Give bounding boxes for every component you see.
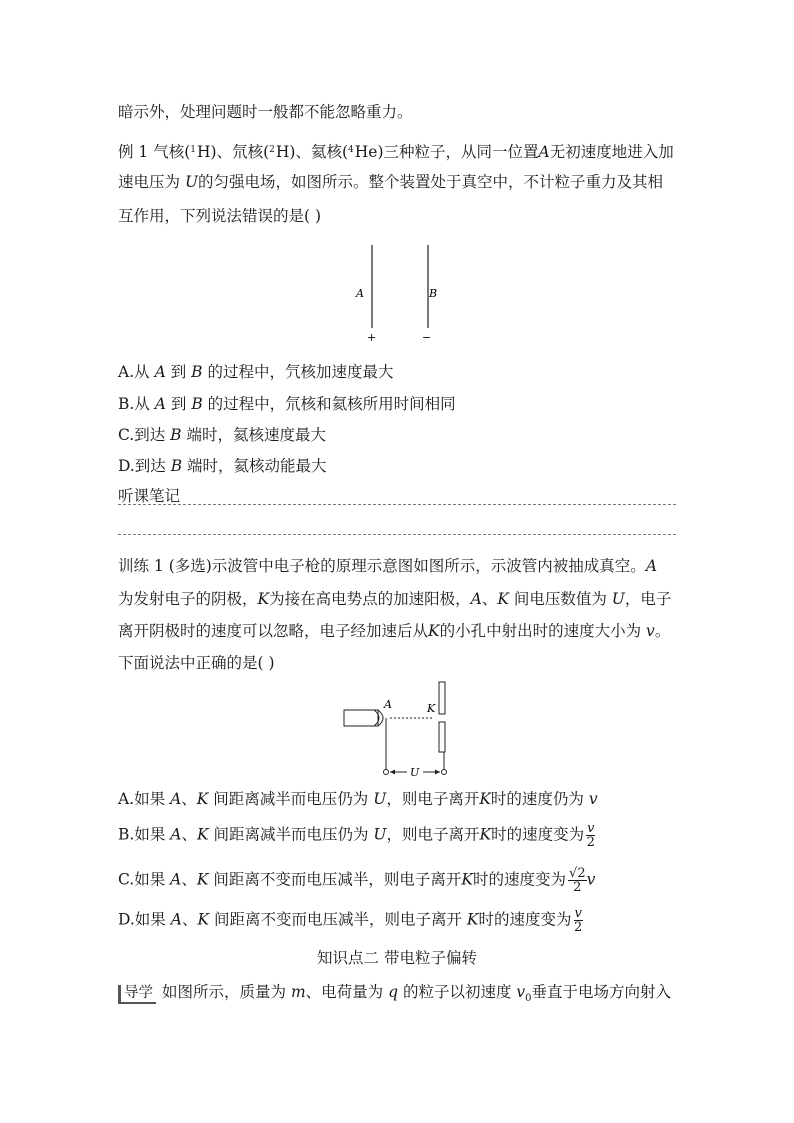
minus-sign: − — [422, 331, 432, 344]
text: 到 — [165, 363, 192, 381]
var: v — [588, 790, 598, 808]
plus-sign: + — [367, 331, 377, 344]
text: 时的速度变为 — [478, 910, 572, 929]
text: 时的速度变为 — [491, 825, 585, 844]
var: A — [538, 143, 550, 161]
training1-line2 — [118, 589, 671, 609]
var: U — [184, 173, 199, 191]
var: U — [373, 825, 387, 844]
fraction — [568, 867, 587, 894]
training1-option-a — [118, 789, 598, 809]
cathode-label: A — [384, 698, 392, 711]
var: A — [154, 395, 166, 413]
text: ，则电子离开 — [386, 790, 480, 808]
text: 气核( — [153, 143, 191, 161]
text: 时的速度变为 — [473, 870, 567, 889]
text: 时的速度仍为 — [490, 790, 589, 808]
var: B — [191, 363, 203, 381]
var: A — [154, 363, 166, 381]
text: B.从 — [118, 395, 155, 413]
text: 训练 1 (多选)示波管中电子枪的原理示意图如图所示，示波管内被抽成真空。 — [118, 557, 646, 575]
text: ，则电子离开 — [386, 825, 480, 844]
text: He)三种粒子，从同一位置 — [354, 143, 539, 161]
training1-line1 — [118, 556, 657, 576]
var: U — [373, 790, 387, 808]
text: 离开阴极时的速度可以忽略，电子经加速后从 — [118, 622, 429, 640]
var: B — [170, 457, 183, 475]
text: 间距离减半而电压仍为 — [208, 825, 374, 844]
text: 、 — [181, 825, 197, 844]
var: m — [290, 983, 306, 1001]
fraction — [586, 822, 595, 849]
guide-badge: 导学 — [118, 985, 156, 1004]
var: K — [196, 825, 209, 844]
text: 端时，氦核动能最大 — [182, 457, 327, 475]
capacitor-plates-figure — [340, 240, 450, 346]
var: K — [461, 870, 474, 889]
text: A.从 — [118, 363, 155, 381]
text: 间距离减半而电压仍为 — [208, 790, 374, 808]
var: K — [197, 910, 210, 929]
text: 为接在高电势点的加速阳极， — [269, 590, 471, 608]
var: v — [516, 983, 526, 1001]
text: 的过程中，氘核和氦核所用时间相同 — [202, 395, 456, 413]
fraction — [574, 907, 583, 934]
var: q — [388, 983, 399, 1001]
notes-line — [118, 504, 676, 505]
var: K — [196, 870, 209, 889]
denominator: 2 — [586, 835, 595, 850]
denominator: 2 — [573, 880, 582, 895]
example1-line2 — [118, 172, 663, 192]
intro-text: 暗示外，处理问题时一般都不能忽略重力。 — [118, 103, 413, 121]
section-title: 知识点二 带电粒子偏转 — [317, 949, 477, 967]
electron-gun-figure — [338, 680, 468, 782]
text: 如图所示，质量为 — [162, 983, 291, 1001]
var: K — [497, 590, 509, 608]
var: v — [586, 870, 596, 889]
training1-option-b — [118, 822, 595, 849]
var: K — [196, 790, 209, 808]
notes-title: 听课笔记 — [118, 487, 181, 505]
text: 间电压数值为 — [508, 590, 612, 608]
text: 速电压为 — [118, 173, 185, 191]
text: 端时，氦核速度最大 — [181, 426, 326, 444]
var: A — [170, 910, 182, 929]
plate-b-label: B — [429, 287, 438, 300]
var: B — [170, 426, 182, 444]
example1-line3: 互作用，下列说法错误的是( ) — [118, 207, 322, 225]
text: 垂直于电场方向射入 — [531, 983, 672, 1001]
var: K — [479, 790, 491, 808]
text: C.如果 — [118, 870, 171, 889]
example1-line1 — [118, 140, 674, 162]
text: 间距离不变而电压减半，则电子离开 — [208, 870, 462, 889]
text: B.如果 — [118, 825, 171, 844]
var: K — [466, 910, 479, 929]
text: 的小孔中射出时的速度大小为 — [439, 622, 647, 640]
var: K — [479, 825, 492, 844]
text: ，电子 — [624, 590, 672, 608]
example1-option-a — [118, 362, 393, 382]
training1-option-d — [118, 907, 583, 934]
example1-option-d — [118, 456, 327, 476]
text: 、电荷量为 — [305, 983, 389, 1001]
example1-option-c — [118, 425, 326, 445]
anode-label: K — [427, 702, 436, 715]
text: H)、氦核( — [275, 143, 349, 161]
var: A — [170, 870, 182, 889]
plate-a-label: A — [356, 287, 364, 300]
text: 为发射电子的阴极， — [118, 590, 258, 608]
training1-line4: 下面说法中正确的是( ) — [118, 654, 275, 672]
var: A — [645, 557, 658, 575]
text: 、 — [181, 790, 197, 808]
var: U — [611, 590, 625, 608]
mass-number: 4 — [348, 145, 354, 155]
numerator: v — [587, 821, 595, 836]
text: C.到达 — [118, 426, 171, 444]
text: 的过程中，氕核加速度最大 — [202, 363, 394, 381]
training1-option-c — [118, 867, 595, 894]
text: A.如果 — [118, 790, 171, 808]
mass-number: 2 — [269, 145, 275, 155]
text: 到 — [165, 395, 192, 413]
text: 。 — [654, 622, 671, 640]
text: 、 — [181, 870, 197, 889]
var: A — [170, 790, 182, 808]
text: 间距离不变而电压减半，则电子离开 — [209, 910, 467, 929]
var: A — [470, 590, 482, 608]
guide-line — [118, 982, 671, 1009]
var: K — [428, 622, 440, 640]
text: D.如果 — [118, 910, 171, 929]
mass-number: 1 — [190, 145, 197, 155]
example-label: 例 1 — [118, 143, 149, 161]
text: H)、氘核( — [197, 143, 270, 161]
text: 、 — [481, 590, 498, 608]
voltage-label: U — [410, 766, 420, 779]
var: A — [170, 825, 182, 844]
var: B — [191, 395, 203, 413]
text: D.到达 — [118, 457, 171, 475]
numerator: v — [574, 906, 582, 921]
text: 的匀强电场，如图所示。整个装置处于真空中，不计粒子重力及其相 — [198, 173, 664, 191]
numerator: √2 — [569, 866, 586, 881]
text: 无初速度地进入加 — [549, 143, 674, 161]
var: K — [257, 590, 270, 608]
notes-line — [118, 534, 676, 535]
training1-line3 — [118, 621, 670, 641]
example1-option-b — [118, 394, 456, 414]
text: 的粒子以初速度 — [398, 983, 517, 1001]
var: v — [646, 622, 655, 640]
subscript: 0 — [525, 993, 532, 1005]
text: 、 — [181, 910, 198, 929]
denominator: 2 — [574, 920, 583, 935]
